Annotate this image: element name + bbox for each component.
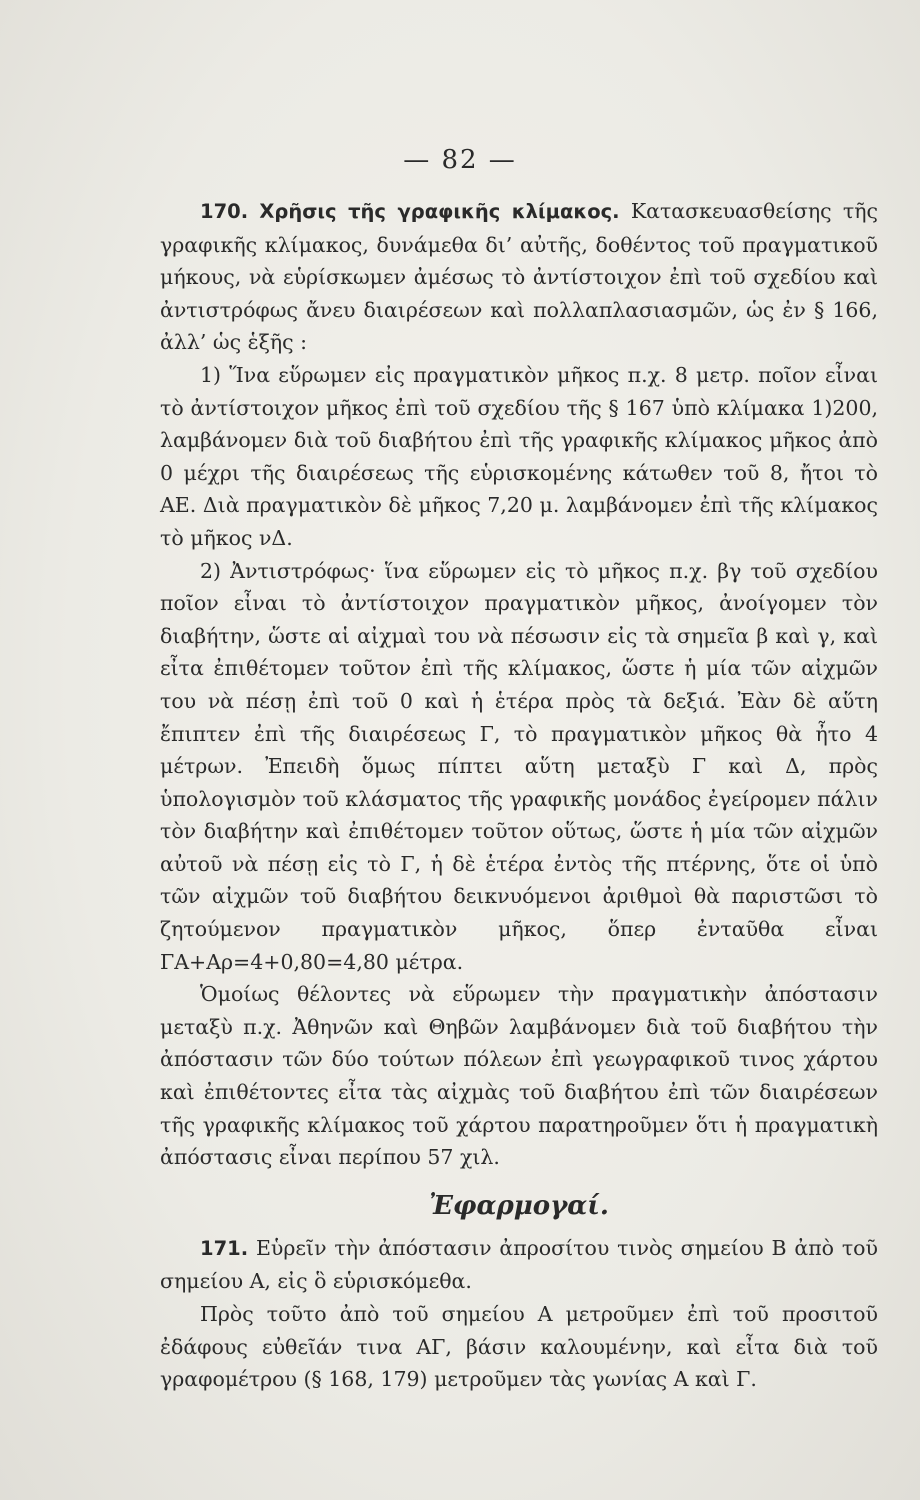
- applications-heading: Ἐφαρμογαί.: [429, 1190, 609, 1221]
- page-body: [160, 195, 878, 1396]
- section-171-statement: [160, 1232, 878, 1298]
- section-title: Χρῆσις τῆς γραφικῆς κλίμακος.: [259, 200, 620, 223]
- page-number: — 82 —: [403, 145, 517, 175]
- section-number: 170.: [200, 200, 249, 223]
- section-170-intro: [160, 195, 878, 359]
- section-170-intro-text: Κατασκευασθείσης τῆς γραφικῆς κλίμακος, δυνάμεθα δι’ αὐτῆς, δοθέντος τοῦ πραγματικοῦ μήκους, νὰ εὑρίσκωμεν ἀμέσως τὸ ἀντίστοιχον ἐπὶ τοῦ σχεδίου καὶ ἀντιστρόφως ἄνευ διαιρέσεων καὶ πολλαπλασιασμῶν, ὡς ἐν § 166, ἀλλ’ ὡς ἑξῆς :: [160, 199, 878, 355]
- section-170-case-2: 2) Ἀντιστρόφως· ἵνα εὕρωμεν εἰς τὸ μῆκος π.χ. βγ τοῦ σχεδίου ποῖον εἶναι τὸ ἀντίστοιχον πραγματικὸν μῆκος, ἀνοίγομεν τὸν διαβήτην, ὥστε αἱ αἰχμαὶ του νὰ πέσωσιν εἰς τὰ σημεῖα β καὶ γ, καὶ εἶτα ἐπιθέτομεν τοῦτον ἐπὶ τῆς κλίμακος, ὥστε ἡ μία τῶν αἰχμῶν του νὰ πέσῃ ἐπὶ τοῦ 0 καὶ ἡ ἑτέρα πρὸς τὰ δεξιά. Ἐὰν δὲ αὕτη ἔπιπτεν ἐπὶ τῆς διαιρέσεως Γ, τὸ πραγματικὸν μῆκος θὰ ἦτο 4 μέτρων. Ἐπειδὴ ὅμως πίπτει αὕτη μεταξὺ Γ καὶ Δ, πρὸς ὑπολογισμὸν τοῦ κλάσματος τῆς γραφικῆς μονάδος ἐγείρομεν πάλιν τὸν διαβήτην καὶ ἐπιθέτομεν τοῦτον οὕτως, ὥστε ἡ μία τῶν αἰχμῶν αὐτοῦ νὰ πέσῃ εἰς τὸ Γ, ἡ δὲ ἑτέρα ἐντὸς τῆς πτέρνης, ὅτε οἱ ὑπὸ τῶν αἰχμῶν τοῦ διαβήτου δεικνυόμενοι ἀριθμοὶ θὰ παριστῶσι τὸ ζητούμενον πραγματικὸν μῆκος, ὅπερ ἐνταῦθα εἶναι ΓΑ+Αρ=4+0,80=4,80 μέτρα.: [160, 558, 878, 974]
- section-number: 171.: [200, 1236, 249, 1260]
- section-170-case-1: 1) Ἵνα εὕρωμεν εἰς πραγματικὸν μῆκος π.χ. 8 μετρ. ποῖον εἶναι τὸ ἀντίστοιχον μῆκος ἐπὶ τοῦ σχεδίου τῆς § 167 ὑπὸ κλίμακα 1)200, λαμβάνομεν διὰ τοῦ διαβήτου ἐπὶ τῆς γραφικῆς κλίμακος μῆκος ἀπὸ 0 μέχρι τῆς διαιρέσεως τῆς εὑρισκομένης κάτωθεν τοῦ 8, ἤτοι τὸ ΑΕ. Διὰ πραγματικὸν δὲ μῆκος 7,20 μ. λαμβάνομεν ἐπὶ τῆς κλίμακος τὸ μῆκος νΔ.: [160, 362, 878, 550]
- section-170-similarly: Ὁμοίως θέλοντες νὰ εὕρωμεν τὴν πραγματικὴν ἀπόστασιν μεταξὺ π.χ. Ἀθηνῶν καὶ Θηβῶν λαμβάνομεν διὰ τοῦ διαβήτου τὴν ἀπόστασιν τῶν δύο τούτων πόλεων ἐπὶ γεωγραφικοῦ τινος χάρτου καὶ ἐπιθέτοντες εἶτα τὰς αἰχμὰς τοῦ διαβήτου ἐπὶ τῶν διαιρέσεων τῆς γραφικῆς κλίμακος τοῦ χάρτου παρατηροῦμεν ὅτι ἡ πραγματικὴ ἀπόστασις εἶναι περίπου 57 χιλ.: [160, 982, 878, 1170]
- section-171-text: Εὑρεῖν τὴν ἀπόστασιν ἀπροσίτου τινὸς σημείου Β ἀπὸ τοῦ σημείου Α, εἰς ὃ εὑρισκόμεθα.: [160, 1235, 878, 1294]
- section-171-paragraph: Πρὸς τοῦτο ἀπὸ τοῦ σημείου Α μετροῦμεν ἐπὶ τοῦ προσιτοῦ ἐδάφους εὐθεῖάν τινα ΑΓ, βάσιν καλουμένην, καὶ εἶτα διὰ τοῦ γραφομέτρου (§ 168, 179) μετροῦμεν τὰς γωνίας Α καὶ Γ.: [160, 1302, 878, 1392]
